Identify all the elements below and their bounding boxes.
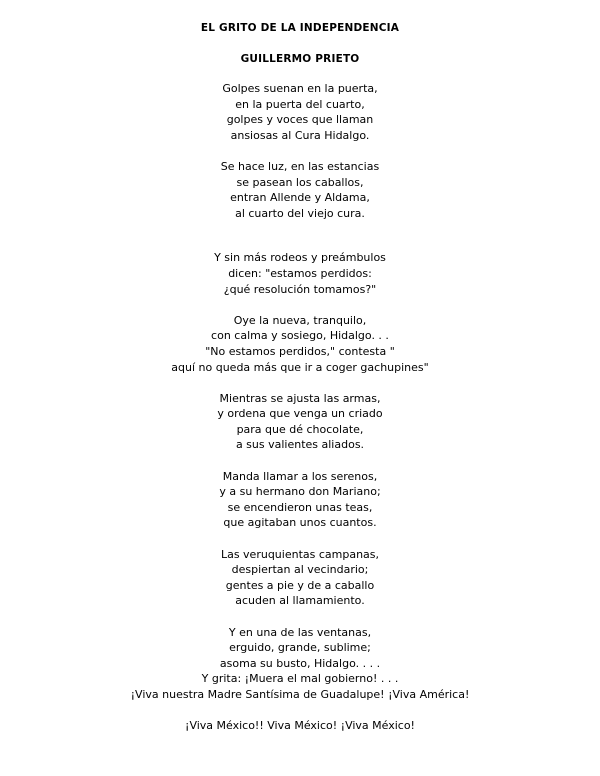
poem-line: golpes y voces que llaman [226, 113, 374, 127]
poem-line: acuden al llamamiento. [235, 594, 365, 608]
poem-line: en la puerta del cuarto, [235, 97, 365, 111]
stanza [0, 81, 600, 143]
poem-line: despiertan al vecindario; [231, 563, 369, 577]
poem-line: Y sin más rodeos y preámbulos [214, 251, 386, 265]
poem-line: Y grita: ¡Muera el mal gobierno! . . . [201, 672, 399, 686]
poem-line: ¡Viva México!! Viva México! ¡Viva México! [185, 719, 415, 733]
poem-line: se pasean los caballos, [236, 175, 364, 189]
stanza [0, 159, 600, 221]
poem-line: que agitaban unos cuantos. [223, 516, 377, 530]
poem-author: GUILLERMO PRIETO [240, 53, 360, 65]
poem-line: Golpes suenan en la puerta, [222, 82, 378, 95]
poem-line: asoma su busto, Hidalgo. . . . [219, 656, 381, 670]
poem-line: a sus valientes aliados. [235, 438, 365, 452]
poem-title: EL GRITO DE LA INDEPENDENCIA [200, 22, 400, 34]
poem-line: ¿qué resolución tomamos?" [223, 282, 377, 296]
poem-line: al cuarto del viejo cura. [235, 206, 365, 220]
stanza [0, 547, 600, 609]
poem-line: Manda llamar a los serenos, [222, 469, 378, 483]
stanza [0, 313, 600, 375]
stanza [0, 718, 600, 734]
stanza [0, 469, 600, 531]
poem-line: con calma y sosiego, Hidalgo. . . [211, 329, 389, 343]
poem-line: Las veruquientas campanas, [220, 547, 380, 561]
stanza [0, 391, 600, 453]
poem-line: ¡Viva nuestra Madre Santísima de Guadalupe! ¡Viva América! [130, 687, 470, 701]
poem-line: Mientras se ajusta las armas, [219, 391, 381, 405]
poem-line: Oye la nueva, tranquilo, [233, 313, 367, 327]
poem-line: erguido, grande, sublime; [229, 641, 371, 655]
poem-line: "No estamos perdidos," contesta " [205, 344, 395, 358]
poem-line: Se hace luz, en las estancias [220, 159, 380, 173]
poem-line: ansiosas al Cura Hidalgo. [230, 128, 370, 142]
poem-line: Y en una de las ventanas, [228, 625, 372, 639]
poem-line: se encendieron unas teas, [227, 500, 373, 514]
poem-line: dicen: "estamos perdidos: [228, 266, 372, 280]
poem-line: entran Allende y Aldama, [230, 191, 370, 205]
stanza [0, 250, 600, 297]
poem-line: y a su hermano don Mariano; [219, 485, 381, 499]
poem-body [0, 81, 600, 734]
stanza [0, 625, 600, 703]
poem-line: aquí no queda más que ir a coger gachupines" [171, 360, 429, 374]
poem-line: y ordena que venga un criado [217, 407, 383, 421]
poem-line: gentes a pie y de a caballo [225, 578, 375, 592]
poem-line: para que dé chocolate, [236, 422, 364, 436]
